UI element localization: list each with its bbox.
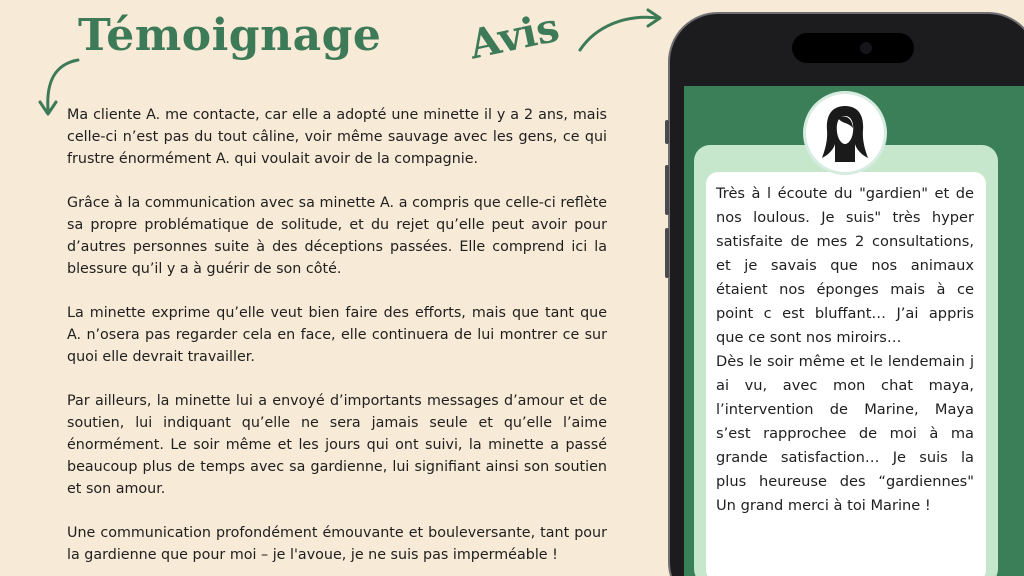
testimonial-paragraph-5: Une communication profondément émouvante et bouleversante, tant pour la gardienne que pour moi – je l'avoue, je ne suis pas imperméable ! — [67, 525, 607, 563]
avatar — [803, 91, 887, 175]
phone-volume-down-button — [665, 228, 669, 278]
curved-arrow-right-icon — [576, 6, 666, 56]
testimonial-text — [67, 104, 607, 566]
testimonial-paragraph-4: Par ailleurs, la minette lui a envoyé d’importants messages d’amour et de soutien, lui indiquant qu’elle ne sera jamais seule et qu’elle l’aime énormément. Le soir même et les jours qui ont suivi, la minette a passé beaucoup plus de temps avec sa gardienne, lui signifiant ainsi son soutien et son amour. — [67, 393, 607, 497]
testimonial-paragraph-3: La minette exprime qu’elle veut bien faire des efforts, mais que tant que A. n’osera pas regarder cela en face, elle continuera de lui montrer ce sur quoi elle devrait travailler. — [67, 305, 607, 365]
phone-dynamic-island — [792, 33, 914, 63]
camera-icon — [860, 42, 872, 54]
phone-side-button — [665, 120, 669, 144]
review-text — [716, 182, 974, 518]
review-paragraph-1: Très à l écoute du "gardien" et de nos loulous. Je suis" très hyper satisfaite de mes 2 consultations, et je savais que nos animaux étaient nos éponges mais à ce point c est bluffant… J’ai appris que ce sont nos miroirs… — [716, 185, 974, 346]
testimonial-paragraph-1: Ma cliente A. me contacte, car elle a adopté une minette il y a 2 ans, mais celle-ci n’est pas du tout câline, voir même sauvage avec les gens, ce qui frustre énormément A. qui voulait avoir de la compagnie. — [67, 107, 607, 167]
page-title: Témoignage — [78, 10, 382, 61]
review-paragraph-2: Dès le soir même et le lendemain j ai vu, avec mon chat maya, l’intervention de Marine, Maya s’est rapprochee de moi à ma grande satisfaction… Je suis la plus heureuse des “gardiennes" Un grand merci à toi Marine ! — [716, 353, 974, 514]
avis-label: Avis — [465, 3, 564, 69]
testimonial-paragraph-2: Grâce à la communication avec sa minette A. a compris que celle-ci reflète sa propre problématique de solitude, et du rejet qu’elle peut avoir pour d’autres personnes suite à des déceptions passées. Elle comprend ici la blessure qu’il y a à guérir de son côté. — [67, 195, 607, 277]
phone-volume-up-button — [665, 165, 669, 215]
woman-silhouette-icon — [822, 104, 868, 164]
